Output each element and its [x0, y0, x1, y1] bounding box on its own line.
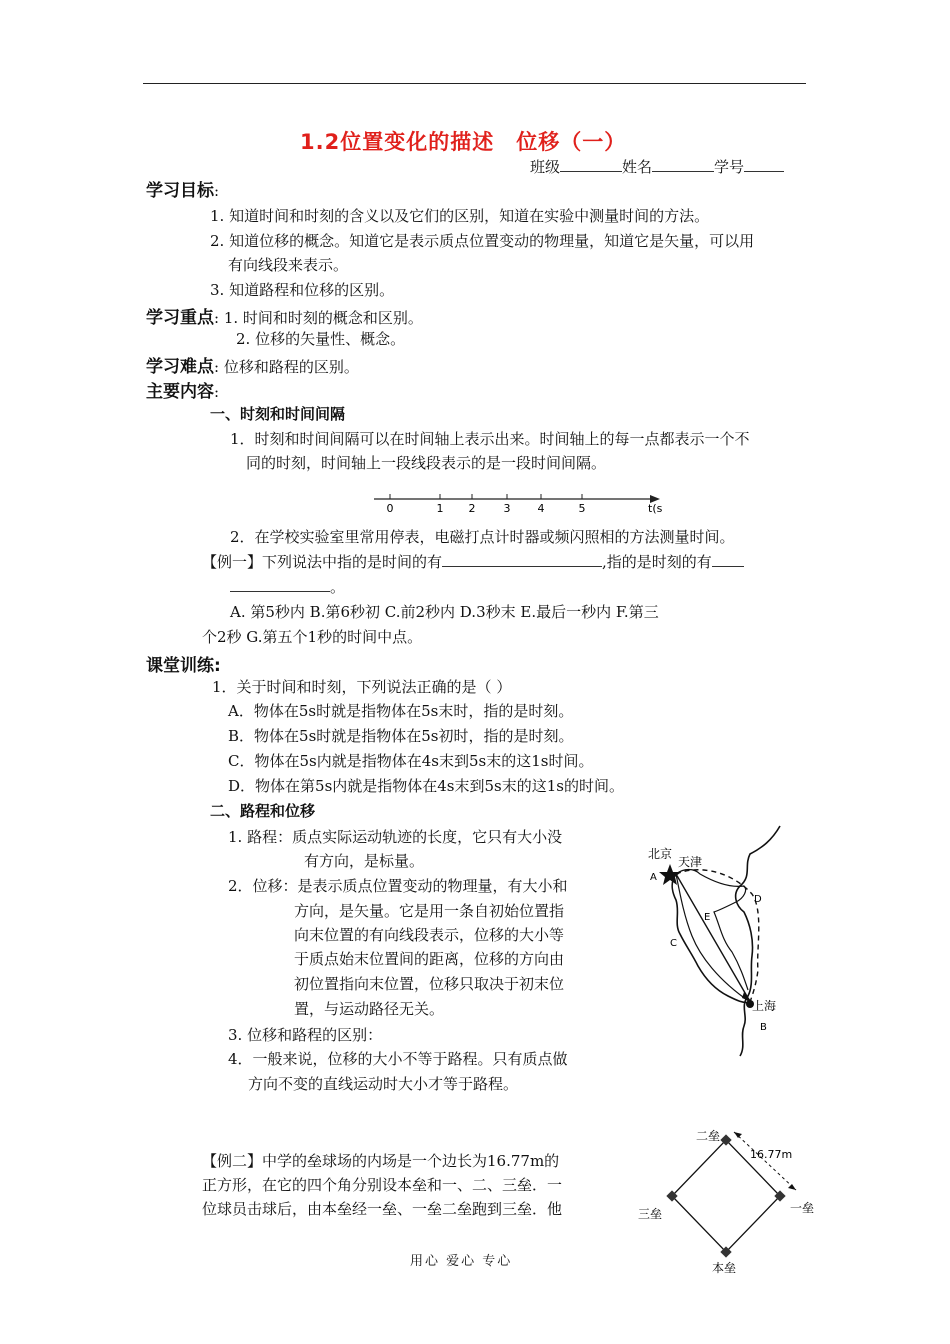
section2-line: 置，与运动路径无关。	[294, 1000, 445, 1018]
practice-option: A．物体在5s时就是指物体在5s末时，指的是时刻。	[228, 702, 574, 720]
top-rule	[143, 83, 806, 84]
timeline-unit: t(s	[648, 502, 663, 515]
coastline-inner	[672, 874, 750, 1003]
section2-line: 2．位移：是表示质点位置变动的物理量，有大小和	[228, 877, 568, 895]
page-footer: 用心 爱心 专心	[410, 1254, 513, 1269]
section2-line: 有方向，是标量。	[304, 852, 425, 870]
dimension-arrow	[788, 1184, 796, 1190]
section2-line: 于质点始末位置间的距离，位移的方向由	[294, 950, 565, 968]
section2-line: 1. 路程：质点实际运动轨迹的长度，它只有大小没	[228, 828, 563, 846]
dimension-arrow	[734, 1132, 742, 1138]
map-label-b: B	[760, 1022, 767, 1033]
map-label-d: D	[754, 894, 762, 905]
timeline-tick-label: 4	[537, 502, 545, 515]
map-label-tianjin: 天津	[678, 855, 703, 869]
map-figure	[640, 820, 790, 1060]
id-label: 学号	[714, 158, 745, 176]
map-label-a: A	[650, 872, 657, 883]
example1-blank-moment-cont[interactable]	[230, 577, 330, 592]
focus-item: : 1. 时间和时刻的概念和区别。	[214, 309, 423, 327]
example1-question: 【例一】下列说法中指的是时间的有 ,指的是时刻的有	[202, 551, 744, 572]
section2-heading: 二、路程和位移	[210, 802, 316, 820]
label-third-base: 三垒	[638, 1207, 663, 1221]
example1-blank-moment[interactable]	[712, 552, 744, 567]
focus-heading: 学习重点	[146, 308, 214, 328]
label-first-base: 一垒	[790, 1201, 815, 1215]
label-home-base: 本垒	[712, 1261, 737, 1275]
name-blank[interactable]	[652, 157, 714, 172]
id-blank[interactable]	[744, 157, 784, 172]
name-label: 姓名	[622, 158, 653, 176]
timeline-tick-label: 2	[468, 502, 476, 515]
field-diagram	[630, 1118, 830, 1280]
section1-paragraph: 同的时刻，时间轴上一段线段表示的是一段时间间隔。	[246, 454, 607, 472]
difficulty-text: : 位移和路程的区别。	[214, 358, 359, 376]
example2-line: 【例二】中学的垒球场的内场是一个边长为16.77m的	[202, 1152, 560, 1170]
section1-paragraph: 1．时刻和时间间隔可以在时间轴上表示出来。时间轴上的每一点都表示一个不	[230, 430, 750, 448]
difficulty-heading: 学习难点	[146, 357, 214, 377]
example1-options: A. 第5秒内 B.第6秒初 C.前2秒内 D.3秒末 E.最后一秒内 F.第三	[230, 603, 659, 621]
section2-line: 3. 位移和路程的区别：	[228, 1026, 383, 1044]
student-info	[530, 156, 784, 177]
displacement-arrow	[676, 874, 748, 998]
content-heading: 主要内容	[146, 382, 214, 402]
example2-line: 正方形，在它的四个角分别设本垒和一、二、三垒．一	[202, 1176, 563, 1194]
example1-blank-time[interactable]	[442, 552, 602, 567]
practice-heading: 课堂训练:	[146, 656, 221, 676]
timeline-tick-label: 3	[503, 502, 511, 515]
label-second-base: 二垒	[696, 1129, 721, 1143]
timeline-axis	[368, 486, 688, 518]
practice-option: B．物体在5s时就是指物体在5s初时，指的是时刻。	[228, 727, 574, 745]
map-label-beijing: 北京	[648, 847, 673, 861]
timeline-tick-label: 0	[386, 502, 394, 515]
section1-heading: 一、时刻和时间间隔	[210, 405, 346, 423]
practice-option: D．物体在第5s内就是指物体在4s末到5s末的这1s的时间。	[228, 777, 624, 795]
example1-options: 个2秒 G.第五个1秒的时间中点。	[202, 628, 423, 646]
map-label-c: C	[670, 938, 677, 949]
practice-option: C．物体在5s内就是指物体在4s末到5s末的这1s时间。	[228, 752, 594, 770]
example2-line: 位球员击球后，由本垒经一垒、一垒二垒跑到三垒．他	[202, 1200, 563, 1218]
goal-item: 2. 知道位移的概念。知道它是表示质点位置变动的物理量，知道它是矢量，可以用	[210, 232, 755, 250]
practice-question: 1．关于时间和时刻，下列说法正确的是（ ）	[212, 678, 512, 696]
example1-continuation: 。	[230, 576, 345, 597]
section2-line: 初位置指向末位置，位移只取决于初末位	[294, 975, 565, 993]
page-title: 1.2位置变化的描述 位移（一）	[300, 130, 627, 154]
goals-heading-row: 学习目标:	[146, 181, 220, 201]
section2-line: 方向不变的直线运动时大小才等于路程。	[248, 1075, 519, 1093]
class-blank[interactable]	[560, 157, 622, 172]
goal-item: 1. 知道时间和时刻的含义以及它们的区别，知道在实验中测量时间的方法。	[210, 207, 710, 225]
river	[676, 870, 748, 991]
goal-item: 有向线段来表示。	[228, 256, 349, 274]
section1-paragraph: 2．在学校实验室里常用停表，电磁打点计时器或频闪照相的方法测量时间。	[230, 528, 735, 546]
coastline	[736, 826, 780, 1056]
map-label-e: E	[704, 912, 711, 923]
difficulty-row	[146, 352, 359, 377]
focus-row	[146, 303, 423, 328]
section2-line: 方向，是矢量。它是用一条自初始位置指	[294, 902, 565, 920]
section2-line: 4．一般来说，位移的大小不等于路程。只有质点做	[228, 1050, 568, 1068]
goals-heading: 学习目标	[146, 181, 214, 201]
timeline-tick-label: 5	[578, 502, 586, 515]
route-d	[676, 870, 759, 1002]
focus-item: 2. 位移的矢量性、概念。	[236, 330, 406, 348]
goal-item: 3. 知道路程和位移的区别。	[210, 281, 395, 299]
map-label-shanghai: 上海	[752, 999, 777, 1013]
content-heading-row: 主要内容:	[146, 382, 220, 402]
label-side-length: 16.77m	[750, 1148, 793, 1161]
timeline-tick-label: 1	[436, 502, 444, 515]
section2-line: 向末位置的有向线段表示，位移的大小等	[294, 926, 565, 944]
class-label: 班级	[530, 158, 561, 176]
